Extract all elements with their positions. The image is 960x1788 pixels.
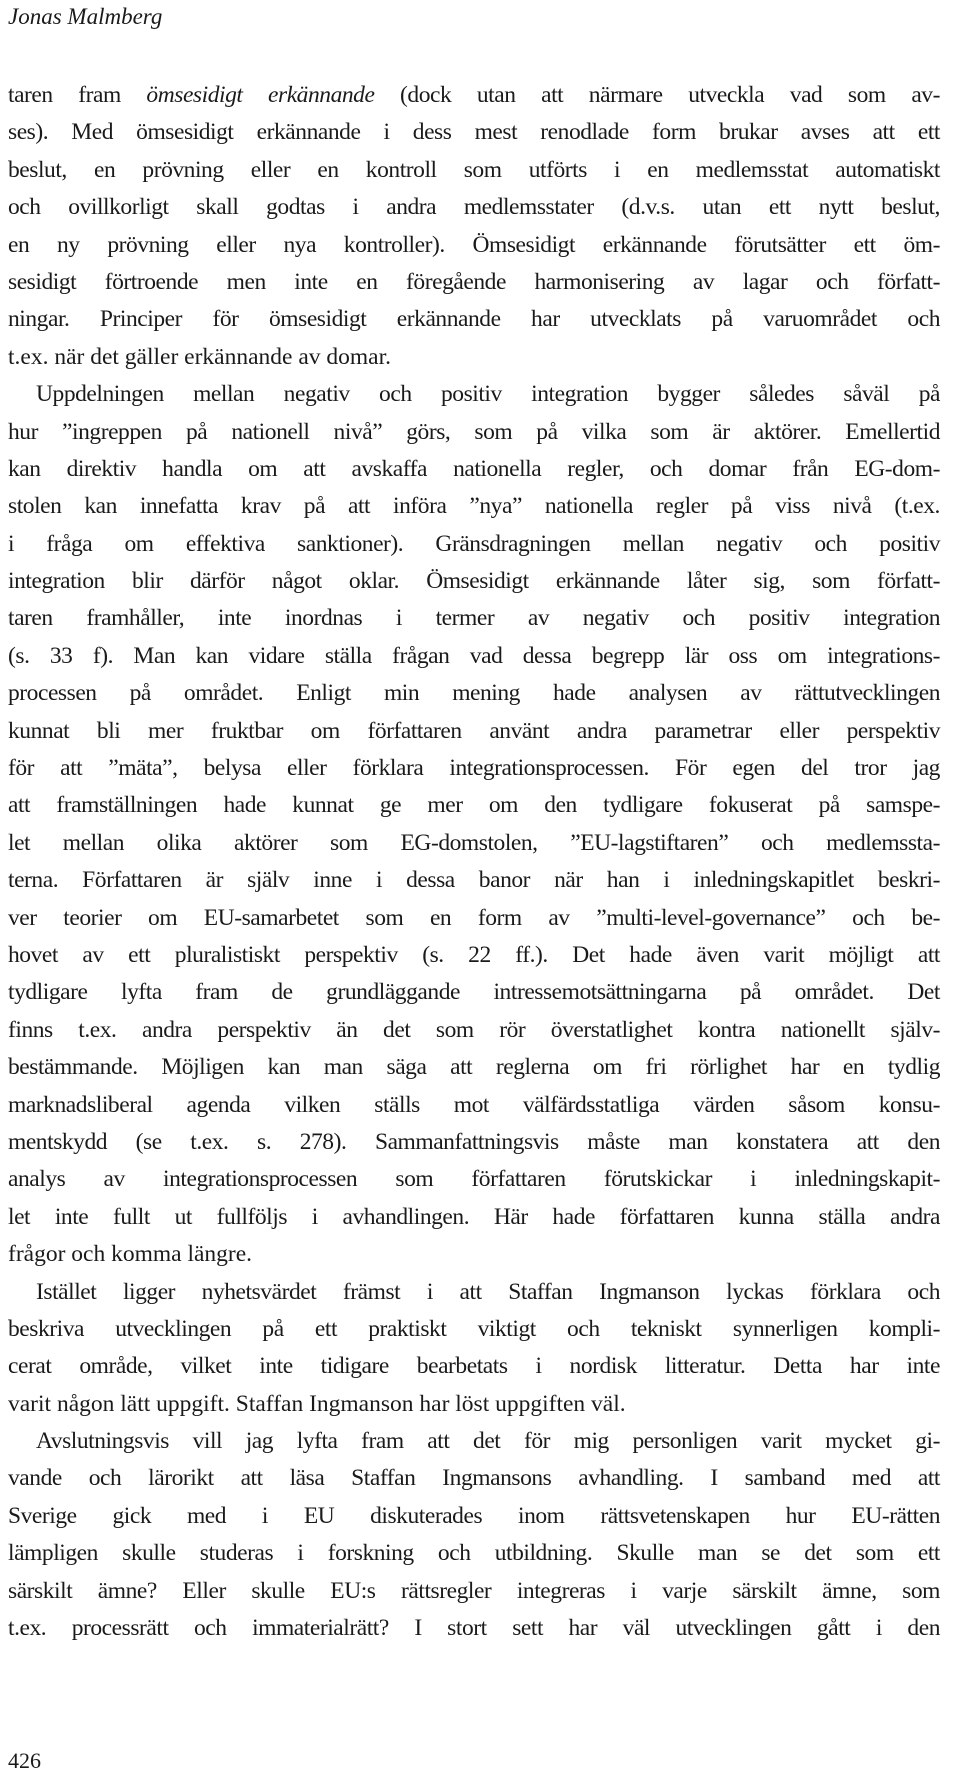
text-line: mentskydd (se t.ex. s. 278). Sammanfattningsvis måste man konstatera att den: [8, 1128, 940, 1155]
text-line: Sverige gick med i EU diskuterades inom rättsvetenskapen hur EU-rätten: [8, 1502, 940, 1529]
body-text: [8, 77, 940, 1647]
emphasized-term: ömsesidigt erkännande: [146, 82, 375, 108]
text-line: Avslutningsvis vill jag lyfta fram att det för mig personligen varit mycket gi-: [36, 1428, 940, 1455]
text-line: taren framhåller, inte inordnas i termer av negativ och positiv integration: [8, 605, 940, 632]
text-line: integration blir därför något oklar. Ömsesidigt erkännande låter sig, som författ-: [8, 568, 940, 595]
text-line: bestämmande. Möjligen kan man säga att reglerna om fri rörlighet har en tydlig: [8, 1054, 940, 1081]
text-line: frågor och komma längre.: [8, 1241, 253, 1268]
text-line: cerat område, vilket inte tidigare bearbetats i nordisk litteratur. Detta har inte: [8, 1353, 940, 1380]
text-line: en ny prövning eller nya kontroller). Ömsesidigt erkännande förutsätter ett öm-: [8, 231, 940, 258]
text-line: (s. 33 f). Man kan vidare ställa frågan vad dessa begrepp lär oss om integrations-: [8, 642, 940, 669]
text-line: beslut, en prövning eller en kontroll som utförts i en medlemsstat automatiskt: [8, 156, 940, 183]
text-line: t.ex. när det gäller erkännande av domar.: [8, 343, 392, 370]
text-line: t.ex. processrätt och immaterialrätt? I stort sett har väl utvecklingen gått i den: [8, 1615, 940, 1642]
text-line: stolen kan innefatta krav på att införa ”nya” nationella regler på viss nivå (t.ex.: [8, 493, 940, 520]
text-segment: taren fram: [8, 82, 147, 108]
text-line: kunnat bli mer fruktbar om författaren använt andra parametrar eller perspektiv: [8, 717, 940, 744]
text-line: Uppdelningen mellan negativ och positiv integration bygger således såväl på: [36, 381, 940, 408]
text-line: hovet av ett pluralistiskt perspektiv (s. 22 ff.). Det hade även varit möjligt att: [8, 941, 940, 968]
text-line: beskriva utvecklingen på ett praktiskt viktigt och tekniskt synnerligen kompli-: [8, 1315, 940, 1342]
text-line: hur ”ingreppen på nationell nivå” görs, som på vilka som är aktörer. Emellertid: [8, 418, 940, 445]
text-line: finns t.ex. andra perspektiv än det som rör överstatlighet kontra nationellt själv-: [8, 1016, 940, 1043]
text-line: ver teorier om EU-samarbetet som en form av ”multi-level-governance” och be-: [8, 904, 940, 931]
text-line: let mellan olika aktörer som EG-domstolen, ”EU-lagstiftaren” och medlemssta-: [8, 829, 940, 856]
text-line: tydligare lyfta fram de grundläggande intressemotsättningarna på området. Det: [8, 979, 940, 1006]
text-line: [8, 77, 940, 114]
text-line: terna. Författaren är själv inne i dessa banor när han i inledningskapitlet beskri-: [8, 867, 940, 894]
text-line: varit någon lätt uppgift. Staffan Ingmanson har löst uppgiften väl.: [8, 1390, 626, 1417]
text-line: och ovillkorligt skall godtas i andra medlemsstater (d.v.s. utan ett nytt beslut,: [8, 194, 940, 221]
text-segment: (dock utan att närmare utveckla vad som av-: [374, 82, 940, 108]
text-line: let inte fullt ut fullföljs i avhandlingen. Här hade författaren kunna ställa andra: [8, 1203, 940, 1230]
text-line: ses). Med ömsesidigt erkännande i dess mest renodlade form brukar avses att ett: [8, 119, 940, 146]
text-line: att framställningen hade kunnat ge mer om den tydligare fokuserat på samspe-: [8, 792, 940, 819]
running-head: Jonas Malmberg: [8, 4, 163, 29]
text-line: i fråga om effektiva sanktioner). Gränsdragningen mellan negativ och positiv: [8, 530, 940, 557]
text-line: processen på området. Enligt min mening hade analysen av rättutvecklingen: [8, 680, 940, 707]
text-line: särskilt ämne? Eller skulle EU:s rättsregler integreras i varje särskilt ämne, som: [8, 1577, 940, 1604]
text-line: analys av integrationsprocessen som författaren förutskickar i inledningskapit-: [8, 1166, 940, 1193]
text-line: Istället ligger nyhetsvärdet främst i att Staffan Ingmanson lyckas förklara och: [36, 1278, 940, 1305]
text-line: lämpligen skulle studeras i forskning och utbildning. Skulle man se det som ett: [8, 1540, 940, 1567]
page-number: 426: [8, 1748, 41, 1773]
text-line: sesidigt förtroende men inte en föregående harmonisering av lagar och författ-: [8, 268, 940, 295]
text-line: för att ”mäta”, belysa eller förklara integrationsprocessen. För egen del tror jag: [8, 755, 940, 782]
text-line: kan direktiv handla om att avskaffa nationella regler, och domar från EG-dom-: [8, 455, 940, 482]
text-line: ningar. Principer för ömsesidigt erkännande har utvecklats på varuområdet och: [8, 306, 940, 333]
text-line: marknadsliberal agenda vilken ställs mot välfärdsstatliga värden såsom konsu-: [8, 1091, 940, 1118]
text-line: vande och lärorikt att läsa Staffan Ingmansons avhandling. I samband med att: [8, 1465, 940, 1492]
